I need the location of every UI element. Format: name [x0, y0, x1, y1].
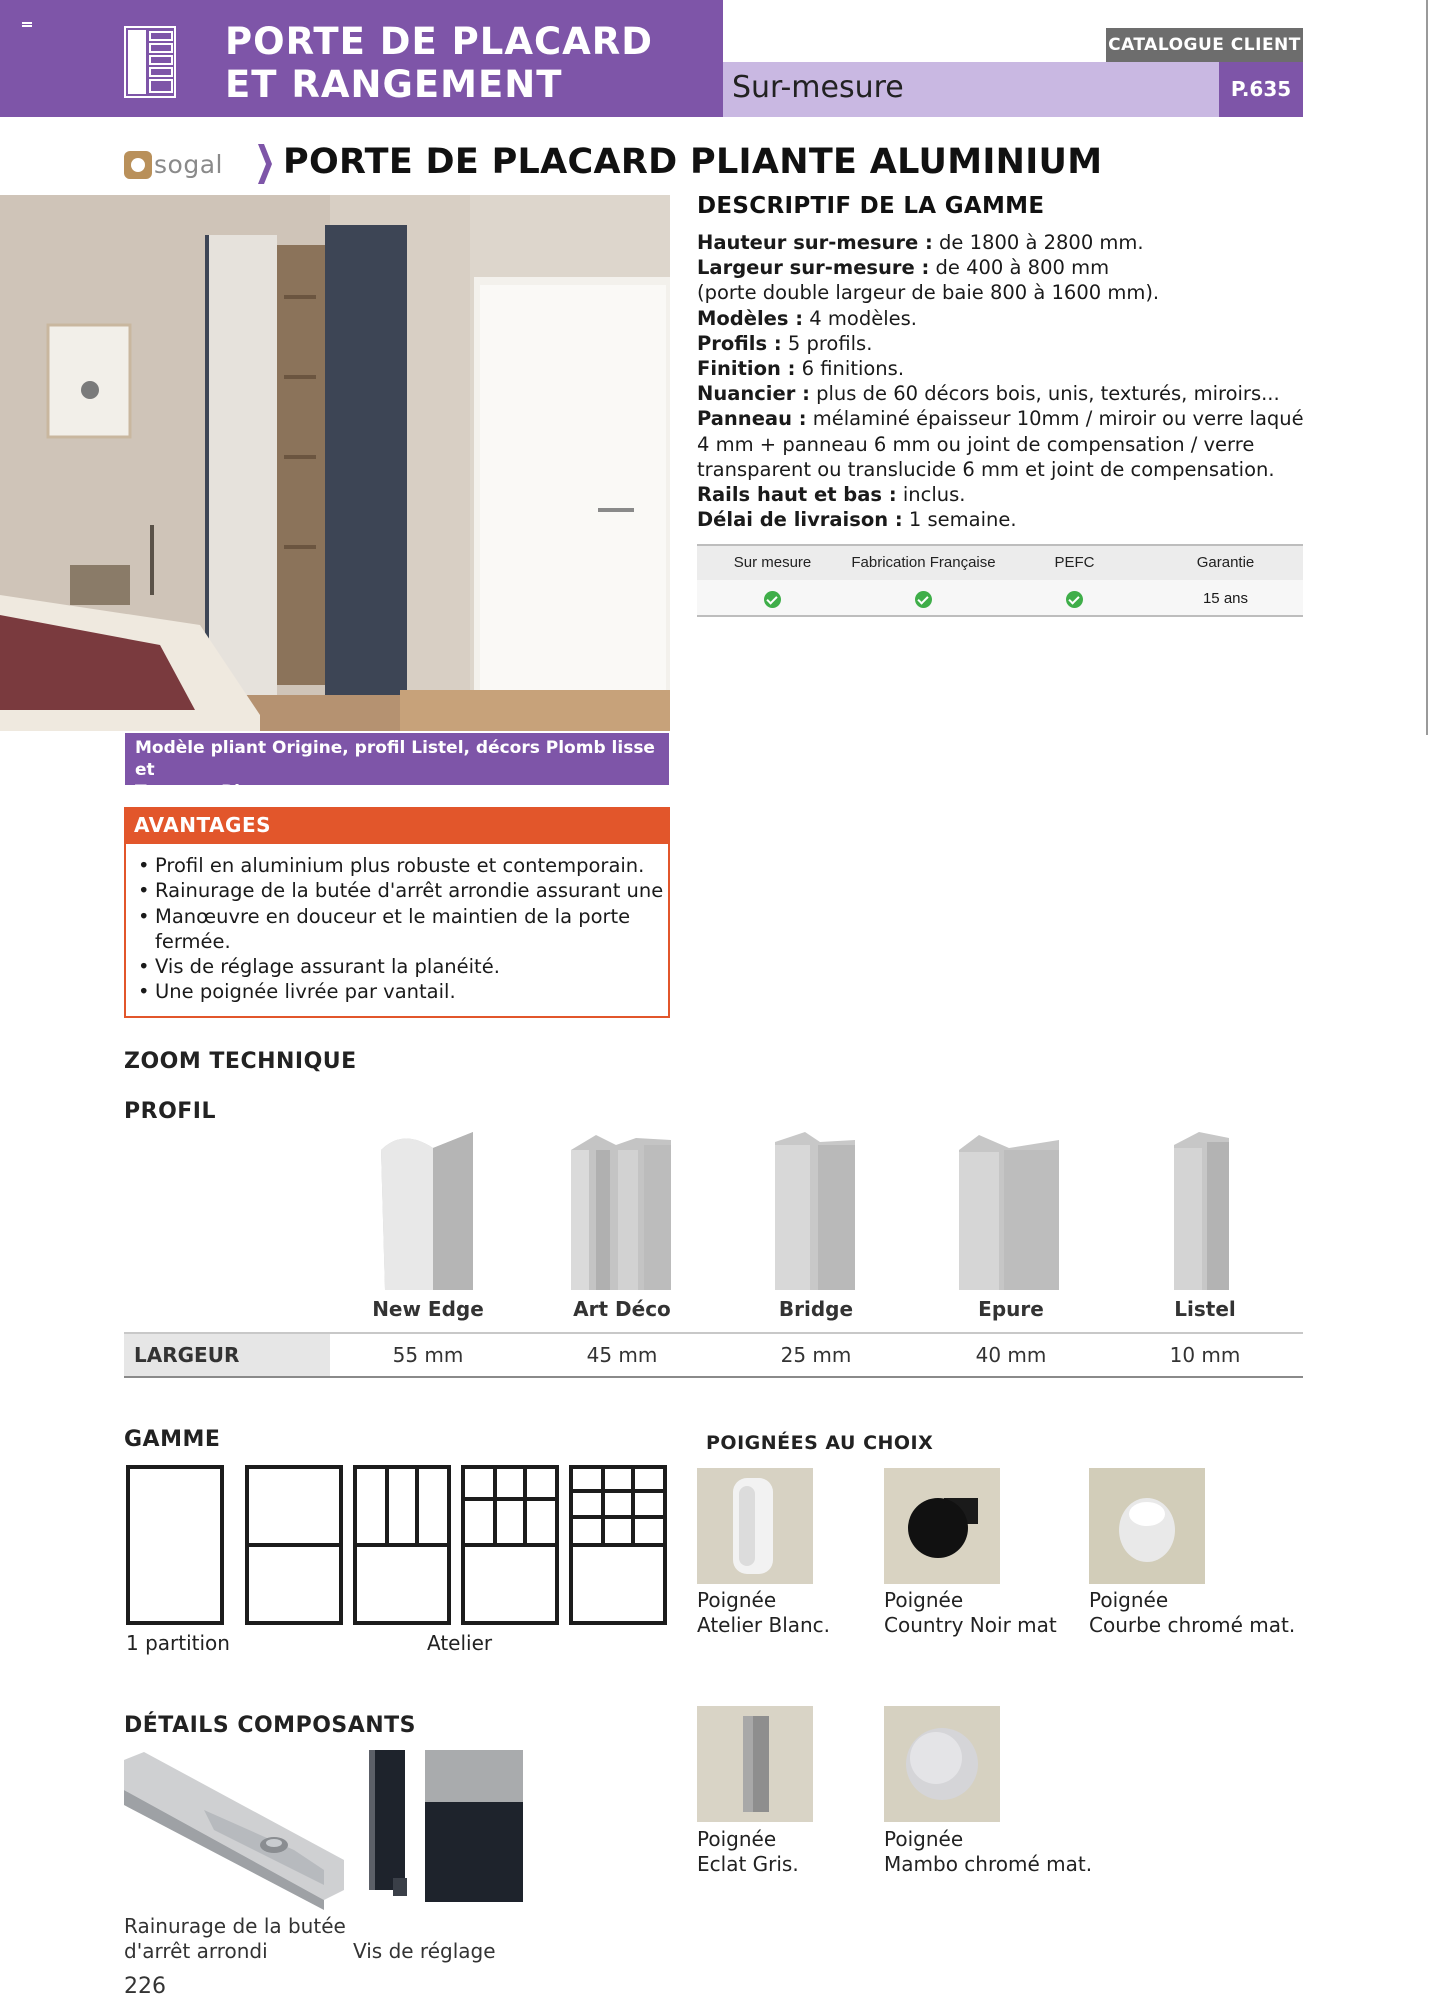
- page-number: 226: [124, 1974, 166, 1999]
- rail-detail-label: [124, 1914, 346, 1964]
- feature-cell-garantie: 15 ans: [1202, 590, 1249, 607]
- gamme-model-1-partition: [126, 1465, 224, 1625]
- handle-atelier-blanc-image: [697, 1468, 813, 1584]
- handle-label: [697, 1827, 799, 1877]
- vis-reglage-label: Vis de réglage: [353, 1939, 496, 1963]
- avantages-list: [134, 853, 664, 1005]
- handle-label-line1: Poignée: [697, 1827, 777, 1851]
- brand-logo-mark: [124, 151, 152, 179]
- gamme-label-partition: 1 partition: [126, 1631, 230, 1655]
- feature-table-header: [697, 544, 1303, 580]
- handle-label-line2: Courbe chromé mat.: [1089, 1613, 1296, 1637]
- rail-detail-line1: Rainurage de la butée: [124, 1914, 346, 1938]
- largeur-value: 10 mm: [1169, 1343, 1241, 1367]
- handle-country-noir-image: [884, 1468, 1000, 1584]
- handle-label: [884, 1588, 1057, 1638]
- handle-label-line2: Country Noir mat: [884, 1613, 1057, 1637]
- handle-label-line2: Mambo chromé mat.: [884, 1852, 1093, 1876]
- feature-cell-sur-mesure: [697, 580, 848, 617]
- desc-label: Délai de livraison :: [697, 508, 903, 532]
- desc-label: Hauteur sur-mesure :: [697, 231, 933, 254]
- profile-new-edge-image: [373, 1130, 483, 1290]
- desc-line: [697, 482, 1317, 507]
- page-ref-badge: P.635: [1219, 62, 1303, 117]
- list-item: • Une poignée livrée par vantail.: [134, 979, 664, 1004]
- descriptif-list: [697, 230, 1317, 532]
- check-icon: [915, 591, 932, 608]
- brand-logo: [124, 149, 242, 181]
- profile-name-art-deco: Art Déco: [573, 1297, 671, 1321]
- desc-value: plus de 60 décors bois, unis, texturés, miroirs...: [809, 382, 1280, 406]
- desc-label: Largeur sur-mesure :: [697, 256, 930, 280]
- handle-eclat-gris-image: [697, 1706, 813, 1822]
- profile-name-listel: Listel: [1174, 1297, 1236, 1321]
- desc-value: inclus.: [896, 483, 966, 507]
- feature-cell-pefc: [999, 580, 1150, 617]
- rail-detail-line2: d'arrêt arrondi: [124, 1939, 268, 1963]
- gamme-model-atelier-full: [569, 1465, 667, 1625]
- gamme-title: GAMME: [124, 1427, 221, 1452]
- largeur-value: 40 mm: [975, 1343, 1047, 1367]
- largeur-value: 25 mm: [780, 1343, 852, 1367]
- profile-listel-image: [1149, 1130, 1259, 1290]
- gamme-model-2-partitions: [245, 1465, 343, 1625]
- desc-line: [697, 432, 1317, 457]
- desc-line: [697, 255, 1317, 280]
- wardrobe-icon: [124, 26, 176, 98]
- desc-value: 4 modèles.: [803, 306, 917, 330]
- french-flag-icon: [22, 22, 32, 29]
- desc-line: [697, 457, 1317, 482]
- profil-title: PROFIL: [124, 1099, 216, 1124]
- feature-header-sur-mesure: Sur mesure: [733, 554, 812, 571]
- profile-epure-image: [954, 1130, 1064, 1290]
- handle-courbe-chrome-image: [1089, 1468, 1205, 1584]
- gamme-model-atelier-3: [353, 1465, 451, 1625]
- descriptif-title: DESCRIPTIF DE LA GAMME: [697, 193, 1045, 219]
- profile-name-new-edge: New Edge: [372, 1297, 484, 1321]
- hero-photo: [0, 195, 670, 731]
- list-item: • Rainurage de la butée d'arrêt arrondie assurant une: [134, 878, 664, 903]
- section-title-line1: PORTE DE PLACARD: [225, 20, 653, 63]
- vis-reglage-image: [355, 1750, 523, 1902]
- feature-cell-fabrication: [848, 580, 999, 617]
- desc-label: Nuancier :: [697, 382, 810, 406]
- desc-line: [697, 306, 1317, 331]
- desc-value: mélaminé épaisseur 10mm / miroir ou verre laqué: [806, 407, 1304, 431]
- handle-label: [697, 1588, 830, 1638]
- handle-label-line1: Poignée: [697, 1588, 777, 1612]
- desc-line: [697, 406, 1317, 431]
- hero-caption: [125, 733, 669, 802]
- check-icon: [764, 591, 781, 608]
- caption-line1: Modèle pliant Origine, profil Listel, décors Plomb lisse et: [135, 738, 655, 780]
- profile-name-epure: Epure: [978, 1297, 1044, 1321]
- poignees-title: POIGNÉES AU CHOIX: [706, 1432, 934, 1454]
- details-title: DÉTAILS COMPOSANTS: [124, 1713, 417, 1738]
- desc-label: Panneau :: [697, 407, 807, 431]
- desc-line: [697, 230, 1317, 255]
- desc-value: de 400 à 800 mm: [929, 256, 1110, 280]
- list-item: • Manœuvre en douceur et le maintien de la porte fermée.: [134, 904, 664, 955]
- handle-label-line1: Poignée: [1089, 1588, 1169, 1612]
- feature-table-row: [697, 580, 1303, 617]
- rail-detail-image: [124, 1750, 344, 1910]
- desc-label: Profils :: [697, 331, 782, 355]
- desc-value: 5 profils.: [781, 331, 873, 355]
- feature-table: [697, 544, 1303, 617]
- handle-label-line2: Atelier Blanc.: [697, 1613, 831, 1637]
- desc-label: Modèles :: [697, 306, 804, 330]
- handle-label-line1: Poignée: [884, 1827, 964, 1851]
- desc-value: 4 mm + panneau 6 mm ou joint de compensation / verre: [697, 432, 1255, 456]
- feature-header-pefc: PEFC: [1054, 554, 1095, 571]
- product-title: PORTE DE PLACARD PLIANTE ALUMINIUM: [283, 142, 1103, 182]
- largeur-value: 55 mm: [392, 1343, 464, 1367]
- largeur-label: LARGEUR: [124, 1334, 330, 1376]
- list-item: • Profil en aluminium plus robuste et contemporain.: [134, 853, 664, 878]
- avantages-title: AVANTAGES: [124, 807, 670, 844]
- zoom-title: ZOOM TECHNIQUE: [124, 1049, 357, 1074]
- section-title-line2: ET RANGEMENT: [225, 63, 563, 106]
- handle-label-line2: Eclat Gris.: [697, 1852, 799, 1876]
- gamme-label-atelier: Atelier: [427, 1631, 493, 1655]
- gamme-model-atelier-grid: [461, 1465, 559, 1625]
- desc-value: (porte double largeur de baie 800 à 1600 mm).: [697, 281, 1160, 305]
- desc-value: 1 semaine.: [902, 508, 1017, 532]
- avantages-box: [124, 807, 670, 1018]
- section-title: [225, 20, 653, 106]
- desc-line: [697, 381, 1317, 406]
- handle-label: [1089, 1588, 1295, 1638]
- desc-line: [697, 356, 1317, 381]
- desc-line: [697, 331, 1317, 356]
- catalogue-badge: CATALOGUE CLIENT: [1106, 28, 1303, 62]
- feature-header-garantie: Garantie: [1196, 554, 1255, 571]
- handle-mambo-chrome-image: [884, 1706, 1000, 1822]
- desc-value: transparent ou translucide 6 mm et joint de compensation.: [697, 457, 1275, 481]
- desc-value: 6 finitions.: [795, 357, 905, 381]
- chevron-right-icon: [258, 144, 272, 184]
- caption-line2: Tannage Blanc mat.: [135, 782, 324, 802]
- desc-line: [697, 507, 1317, 532]
- feature-header-fabrication: Fabrication Française: [851, 554, 996, 571]
- edge-divider: [1426, 0, 1428, 735]
- profile-bridge-image: [760, 1130, 870, 1290]
- desc-label: Rails haut et bas :: [697, 483, 897, 507]
- desc-line: [697, 280, 1317, 305]
- brand-name: sogal: [154, 150, 223, 179]
- list-item: • Vis de réglage assurant la planéité.: [134, 954, 664, 979]
- profile-name-bridge: Bridge: [778, 1297, 854, 1321]
- desc-label: Finition :: [697, 357, 796, 381]
- largeur-value: 45 mm: [586, 1343, 658, 1367]
- check-icon: [1066, 591, 1083, 608]
- handle-label-line1: Poignée: [884, 1588, 964, 1612]
- handle-label: [884, 1827, 1092, 1877]
- profile-art-deco-image: [566, 1130, 676, 1290]
- subtitle: Sur-mesure: [732, 70, 904, 105]
- table-rule: [124, 1376, 1303, 1378]
- desc-value: de 1800 à 2800 mm.: [932, 231, 1144, 254]
